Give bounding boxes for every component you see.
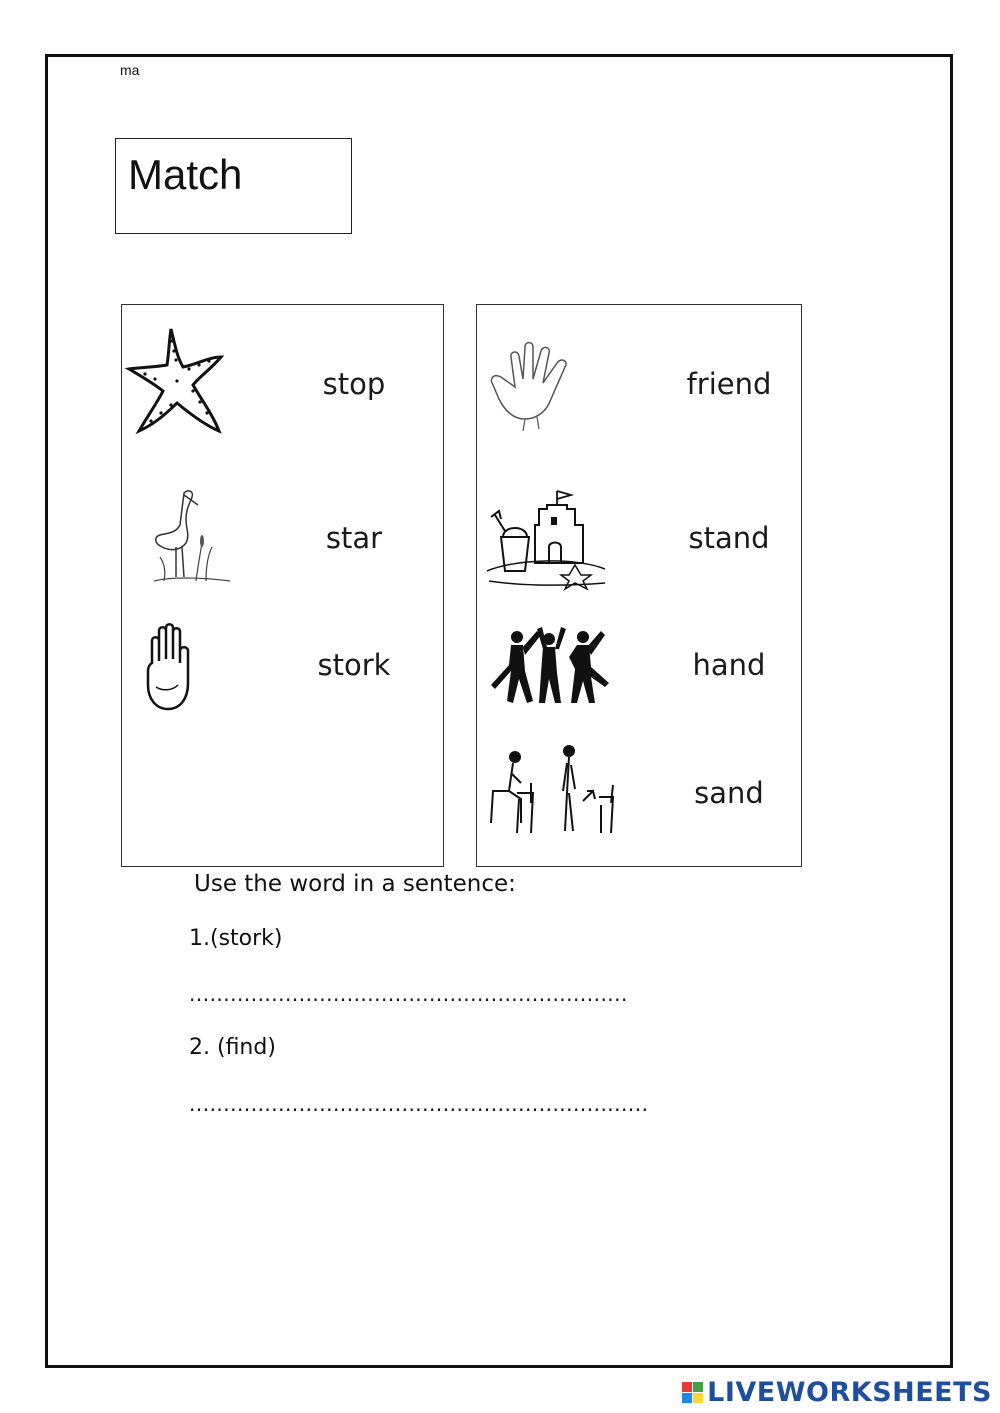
logo-square-green xyxy=(693,1382,703,1392)
right-match-panel xyxy=(476,304,802,867)
stork-icon xyxy=(140,485,236,587)
open-hand-icon xyxy=(485,335,579,431)
brand-name: LIVEWORKSHEETS xyxy=(707,1376,992,1408)
corner-note: ma xyxy=(120,62,140,78)
instruction-text: Use the word in a sentence: xyxy=(194,871,516,897)
word-stork: stork xyxy=(317,648,391,682)
question-1: 1.(stork) xyxy=(189,926,283,951)
word-star: star xyxy=(325,521,383,555)
footer-brand xyxy=(682,1375,992,1409)
stop-hand-icon xyxy=(142,623,200,713)
word-stand: stand xyxy=(688,521,770,555)
word-sand: sand xyxy=(694,776,764,810)
friends-icon xyxy=(489,625,611,705)
word-stop: stop xyxy=(322,367,386,401)
logo-square-red xyxy=(682,1382,692,1392)
page-title: Match xyxy=(128,151,243,198)
sandcastle-icon xyxy=(485,485,607,589)
answer-line-2[interactable]: ................................................................... xyxy=(189,1092,649,1116)
logo-square-yellow xyxy=(693,1393,703,1403)
answer-line-1[interactable]: ................................................................ xyxy=(189,982,628,1006)
logo-square-blue xyxy=(682,1393,692,1403)
question-2: 2. (find) xyxy=(189,1035,276,1060)
starfish-icon xyxy=(127,327,223,435)
left-match-panel xyxy=(121,304,444,867)
stand-up-icon xyxy=(487,743,617,839)
liveworksheets-logo-icon xyxy=(682,1382,703,1403)
word-friend: friend xyxy=(686,367,772,401)
word-hand: hand xyxy=(692,648,766,682)
title-box xyxy=(115,138,352,234)
